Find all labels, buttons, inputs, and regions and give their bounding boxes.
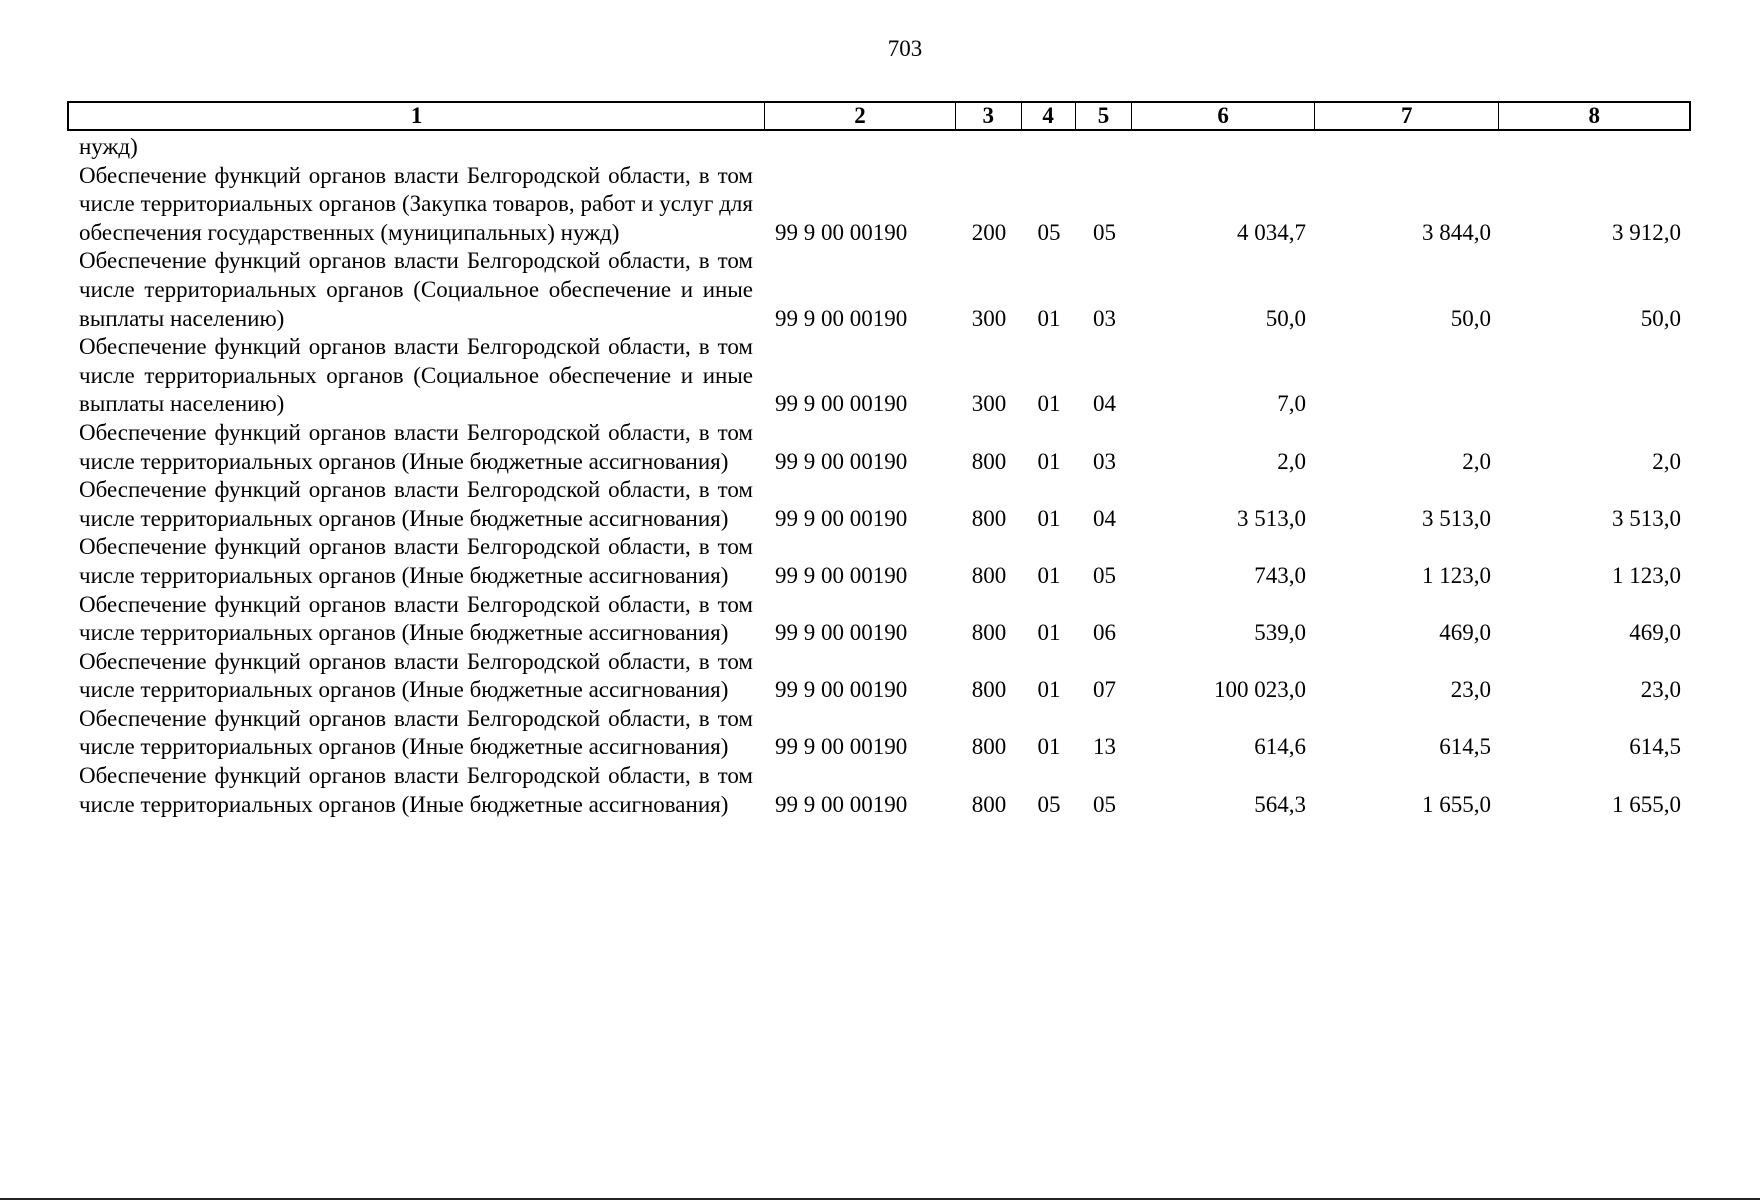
row-value-col-8: 50,0 [1640, 305, 1681, 331]
row-value-col-6: 564,3 [1254, 791, 1306, 817]
table-row [67, 648, 1691, 705]
row-value-col-8: 3 912,0 [1612, 219, 1681, 245]
row-expense-type: 300 [971, 305, 1007, 331]
row-value-col-6: 100 023,0 [1214, 677, 1306, 703]
row-description: нужд) [79, 134, 138, 159]
table-row [67, 247, 1691, 333]
row-value-col-7: 2,0 [1462, 448, 1491, 474]
row-expense-type: 800 [971, 562, 1007, 588]
row-description: Обеспечение функций органов власти Белгородской области, в том числе территориальных органов (Иные бюджетные ассигнования) [79, 591, 753, 646]
table-header [67, 101, 1691, 131]
header-col-6: 6 [1132, 103, 1315, 129]
row-subsection: 05 [1093, 219, 1116, 245]
row-section: 01 [1037, 562, 1061, 588]
table-body [67, 133, 1691, 819]
row-expense-type: 800 [971, 448, 1007, 474]
row-target-code: 99 9 00 00190 [775, 620, 908, 646]
row-value-col-7: 614,5 [1439, 734, 1491, 760]
header-col-4: 4 [1022, 103, 1076, 129]
row-expense-type: 800 [971, 791, 1007, 817]
row-section: 01 [1037, 505, 1061, 531]
row-description: Обеспечение функций органов власти Белгородской области, в том числе территориальных органов (Закупка товаров, работ и услуг для обеспечения государственных (муниципальных) нужд) [79, 162, 753, 245]
row-value-col-6: 3 513,0 [1237, 505, 1306, 531]
row-target-code: 99 9 00 00190 [775, 791, 908, 817]
row-subsection: 04 [1093, 505, 1116, 531]
row-section: 01 [1037, 620, 1061, 646]
row-subsection: 06 [1093, 620, 1116, 646]
row-subsection: 05 [1093, 791, 1116, 817]
header-col-8: 8 [1588, 103, 1600, 128]
table-row [67, 705, 1691, 762]
row-description: Обеспечение функций органов власти Белгородской области, в том числе территориальных органов (Социальное обеспечение и иные выплаты населению) [79, 334, 753, 417]
row-subsection: 03 [1093, 448, 1116, 474]
row-section: 05 [1037, 791, 1061, 817]
row-expense-type: 800 [971, 620, 1007, 646]
row-description: Обеспечение функций органов власти Белгородской области, в том числе территориальных органов (Иные бюджетные ассигнования) [79, 477, 753, 531]
table-row [67, 591, 1691, 648]
row-target-code: 99 9 00 00190 [775, 677, 908, 703]
row-expense-type: 800 [971, 734, 1007, 760]
row-value-col-8: 3 513,0 [1612, 505, 1681, 531]
header-col-3: 3 [956, 103, 1022, 129]
header-col-5: 5 [1076, 103, 1133, 129]
row-value-col-6: 614,6 [1254, 734, 1306, 760]
table-row [67, 533, 1691, 590]
row-subsection: 07 [1093, 677, 1116, 703]
row-value-col-7: 469,0 [1439, 620, 1491, 646]
row-value-col-7: 3 513,0 [1422, 505, 1491, 531]
row-subsection: 05 [1093, 562, 1116, 588]
row-value-col-8: 1 123,0 [1612, 562, 1681, 588]
row-value-col-7: 1 655,0 [1422, 791, 1491, 817]
row-description: Обеспечение функций органов власти Белгородской области, в том числе территориальных органов (Иные бюджетные ассигнования) [79, 705, 753, 760]
header-col-1: 1 [69, 103, 765, 129]
row-description: Обеспечение функций органов власти Белгородской области, в том числе территориальных органов (Иные бюджетные ассигнования) [79, 419, 753, 474]
row-value-col-6: 743,0 [1254, 562, 1306, 588]
row-value-col-6: 7,0 [1277, 391, 1306, 417]
page-number: 703 [887, 36, 923, 61]
row-description: Обеспечение функций органов власти Белгородской области, в том числе территориальных органов (Социальное обеспечение и иные выплаты населению) [79, 248, 753, 331]
row-description: Обеспечение функций органов власти Белгородской области, в том числе территориальных органов (Иные бюджетные ассигнования) [79, 648, 753, 703]
row-section: 01 [1037, 677, 1061, 703]
row-expense-type: 800 [971, 677, 1007, 703]
row-section: 05 [1037, 219, 1061, 245]
row-expense-type: 300 [971, 391, 1007, 417]
row-target-code: 99 9 00 00190 [775, 219, 908, 245]
row-value-col-6: 50,0 [1265, 305, 1306, 331]
row-subsection: 13 [1093, 734, 1116, 760]
row-target-code: 99 9 00 00190 [775, 391, 908, 417]
row-value-col-8: 1 655,0 [1612, 791, 1681, 817]
row-value-col-6: 4 034,7 [1237, 219, 1306, 245]
row-description: Обеспечение функций органов власти Белгородской области, в том числе территориальных органов (Иные бюджетные ассигнования) [79, 534, 753, 588]
row-target-code: 99 9 00 00190 [775, 562, 908, 588]
row-target-code: 99 9 00 00190 [775, 734, 908, 760]
table-row [67, 476, 1691, 533]
row-value-col-6: 539,0 [1254, 620, 1306, 646]
table-row [67, 133, 1691, 162]
row-value-col-8: 614,5 [1629, 734, 1681, 760]
row-value-col-8: 23,0 [1640, 677, 1681, 703]
row-value-col-7: 3 844,0 [1422, 219, 1491, 245]
row-subsection: 03 [1093, 305, 1116, 331]
row-section: 01 [1037, 305, 1061, 331]
row-target-code: 99 9 00 00190 [775, 305, 908, 331]
header-col-2: 2 [765, 103, 956, 129]
row-value-col-7: 23,0 [1450, 677, 1491, 703]
row-value-col-7: 50,0 [1450, 305, 1491, 331]
row-expense-type: 200 [971, 219, 1007, 245]
table-row [67, 162, 1691, 248]
row-value-col-7: 1 123,0 [1422, 562, 1491, 588]
row-section: 01 [1037, 734, 1061, 760]
row-section: 01 [1037, 391, 1061, 417]
row-expense-type: 800 [971, 505, 1007, 531]
row-value-col-8: 469,0 [1629, 620, 1681, 646]
table-row [67, 419, 1691, 476]
row-target-code: 99 9 00 00190 [775, 448, 908, 474]
table-row [67, 333, 1691, 419]
row-subsection: 04 [1093, 391, 1116, 417]
row-target-code: 99 9 00 00190 [775, 505, 908, 531]
table-row [67, 762, 1691, 819]
row-section: 01 [1037, 448, 1061, 474]
row-value-col-8: 2,0 [1652, 448, 1681, 474]
row-value-col-6: 2,0 [1277, 448, 1306, 474]
header-col-7: 7 [1315, 103, 1500, 129]
row-description: Обеспечение функций органов власти Белгородской области, в том числе территориальных органов (Иные бюджетные ассигнования) [79, 763, 753, 817]
